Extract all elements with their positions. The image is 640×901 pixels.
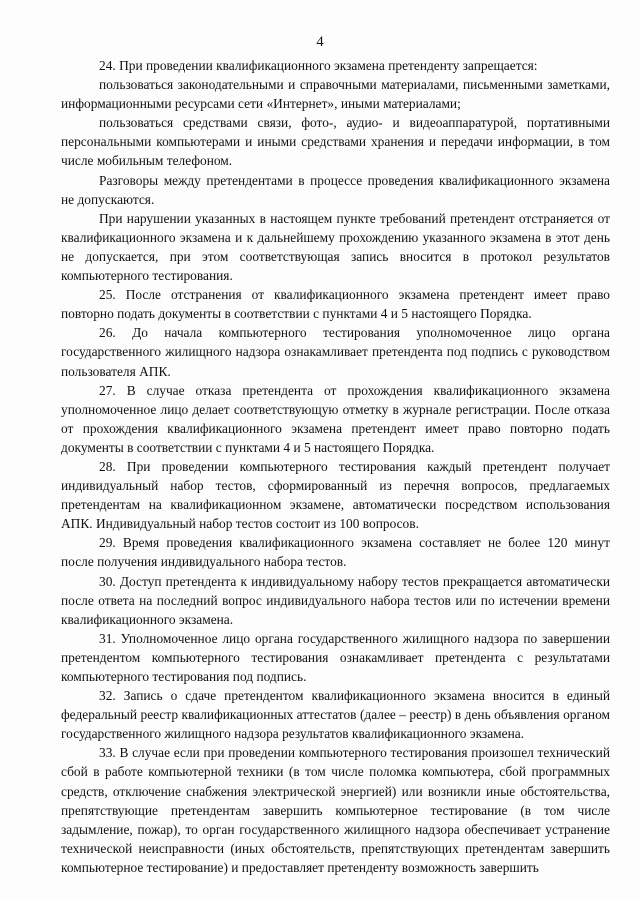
- page-number: 4: [316, 34, 324, 50]
- paragraph-conversations: Разговоры между претендентами в процессе проведения квалификационного экзамена не допускаются.: [61, 172, 610, 207]
- paragraph-prohibition-materials: пользоваться законодательными и справочными материалами, письменными заметками, информационными ресурсами сети «Интернет», иными материалами;: [61, 77, 610, 112]
- paragraph-prohibition-devices: пользоваться средствами связи, фото-, аудио- и видеоаппаратурой, портативными персональными компьютерами и иными средствами хранения и передачи информации, в том числе мобильным телефоном.: [61, 115, 610, 169]
- paragraph-item-25: 25. После отстранения от квалификационного экзамена претендент имеет право повторно подать документы в соответствии с пунктами 4 и 5 настоящего Порядка.: [61, 287, 610, 322]
- paragraph-item-27: 27. В случае отказа претендента от прохождения квалификационного экзамена уполномоченное лицо делает соответствующую отметку в журнале регистрации. После отказа от прохождения квалификационного экзамена претендент имеет право повторно подать документы в соответствии с пунктами 4 и 5 настоящего Порядка.: [61, 382, 610, 455]
- paragraph-item-24-intro: 24. При проведении квалификационного экзамена претенденту запрещается:: [99, 58, 538, 73]
- paragraph-item-28: 28. При проведении компьютерного тестирования каждый претендент получает индивидуальный набор тестов, сформированный из перечня вопросов, предлагаемых претендентам на квалификационном экзамене, автоматически посредством использования АПК. Индивидуальный набор тестов состоит из 100 вопросов.: [61, 458, 610, 532]
- paragraph-item-26: 26. До начала компьютерного тестирования уполномоченное лицо органа государственного жилищного надзора ознакамливает претендента под подпись с руководством пользователя АПК.: [61, 325, 610, 379]
- paragraph-item-33: 33. В случае если при проведении компьютерного тестирования произошел технический сбой в работе компьютерной техники (в том числе поломка компьютера, сбой программных средств, отключение снабжения электрической энергией) или возникли иные обстоятельства, препятствующие претендентам завершить компьютерное тестирование (в том числе задымление, пожар), то орган государственного жилищного надзора обеспечивает устранение технической неисправности (иных обстоятельств, препятствующих претендентам завершить компьютерное тестирование) и предоставляет претенденту возможность завершить: [61, 745, 610, 875]
- paragraph-violation: При нарушении указанных в настоящем пункте требований претендент отстраняется от квалификационного экзамена и к дальнейшему прохождению указанного экзамена в этот день не допускается, при этом соответствующая запись вносится в протокол результатов компьютерного тестирования.: [61, 210, 610, 284]
- paragraph-item-31: 31. Уполномоченное лицо органа государственного жилищного надзора по завершении претендентом компьютерного тестирования ознакамливает претендента с результатами компьютерного тестирования под подпись.: [61, 630, 610, 684]
- document-body: [61, 56, 610, 877]
- paragraph-item-30: 30. Доступ претендента к индивидуальному набору тестов прекращается автоматически после ответа на последний вопрос индивидуального набора тестов или по истечении времени квалификационного экзамена.: [61, 573, 610, 627]
- paragraph-item-32: 32. Запись о сдаче претендентом квалификационного экзамена вносится в единый федеральный реестр квалификационных аттестатов (далее – реестр) в день объявления органом государственного жилищного надзора результатов квалификационного экзамена.: [61, 688, 610, 742]
- paragraph-item-29: 29. Время проведения квалификационного экзамена составляет не более 120 минут после получения индивидуального набора тестов.: [61, 535, 610, 570]
